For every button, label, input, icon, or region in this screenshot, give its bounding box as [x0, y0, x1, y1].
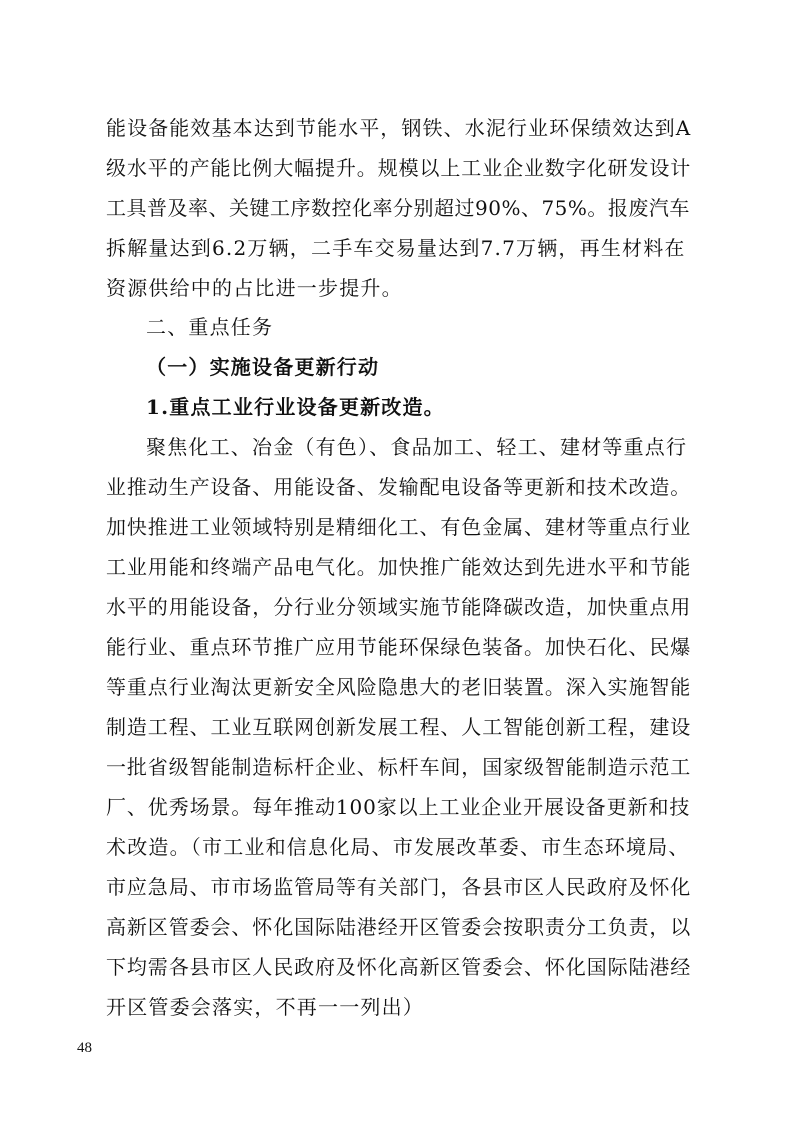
paragraph-line: 高新区管委会、怀化国际陆港经开区管委会按职责分工负责，以: [106, 915, 692, 939]
subsection-heading: （一）实施设备更新行动: [146, 355, 380, 379]
paragraph-line: 业推动生产设备、用能设备、发输配电设备等更新和技术改造。: [106, 475, 692, 499]
paragraph-line: 聚焦化工、冶金（有色）、食品加工、轻工、建材等重点行: [146, 435, 688, 459]
paragraph-line: 能设备能效基本达到节能水平，钢铁、水泥行业环保绩效达到A: [106, 116, 692, 140]
paragraph-line: 市应急局、市市场监管局等有关部门，各县市区人民政府及怀化: [106, 875, 692, 899]
paragraph-line: 开区管委会落实，不再一一列出）: [106, 995, 424, 1019]
paragraph-line: 资源供给中的占比进一步提升。: [106, 276, 403, 300]
item-heading: 1.重点工业行业设备更新改造。: [146, 395, 445, 419]
page-number: 48: [77, 1040, 92, 1056]
paragraph-line: 术改造。（市工业和信息化局、市发展改革委、市生态环境局、: [106, 835, 690, 859]
paragraph-line: 下均需各县市区人民政府及怀化高新区管委会、怀化国际陆港经: [106, 955, 692, 979]
paragraph-line: 级水平的产能比例大幅提升。规模以上工业企业数字化研发设计: [106, 156, 692, 180]
paragraph-line: 工业用能和终端产品电气化。加快推广能效达到先进水平和节能: [106, 555, 692, 579]
paragraph-line: 加快推进工业领域特别是精细化工、有色金属、建材等重点行业: [106, 515, 692, 539]
section-heading: 二、重点任务: [146, 315, 274, 339]
paragraph-line: 工具普及率、关键工序数控化率分别超过90%、75%。报废汽车: [106, 196, 690, 220]
paragraph-line: 拆解量达到6.2万辆，二手车交易量达到7.7万辆，再生材料在: [106, 236, 686, 260]
paragraph-line: 等重点行业淘汰更新安全风险隐患大的老旧装置。深入实施智能: [106, 675, 692, 699]
paragraph-line: 水平的用能设备，分行业分领域实施节能降碳改造，加快重点用: [106, 595, 692, 619]
paragraph-line: 厂、优秀场景。每年推动100家以上工业企业开展设备更新和技: [106, 795, 691, 819]
paragraph-line: 制造工程、工业互联网创新发展工程、人工智能创新工程，建设: [106, 715, 692, 739]
paragraph-line: 能行业、重点环节推广应用节能环保绿色装备。加快石化、民爆: [106, 635, 692, 659]
paragraph-line: 一批省级智能制造标杆企业、标杆车间，国家级智能制造示范工: [106, 755, 692, 779]
